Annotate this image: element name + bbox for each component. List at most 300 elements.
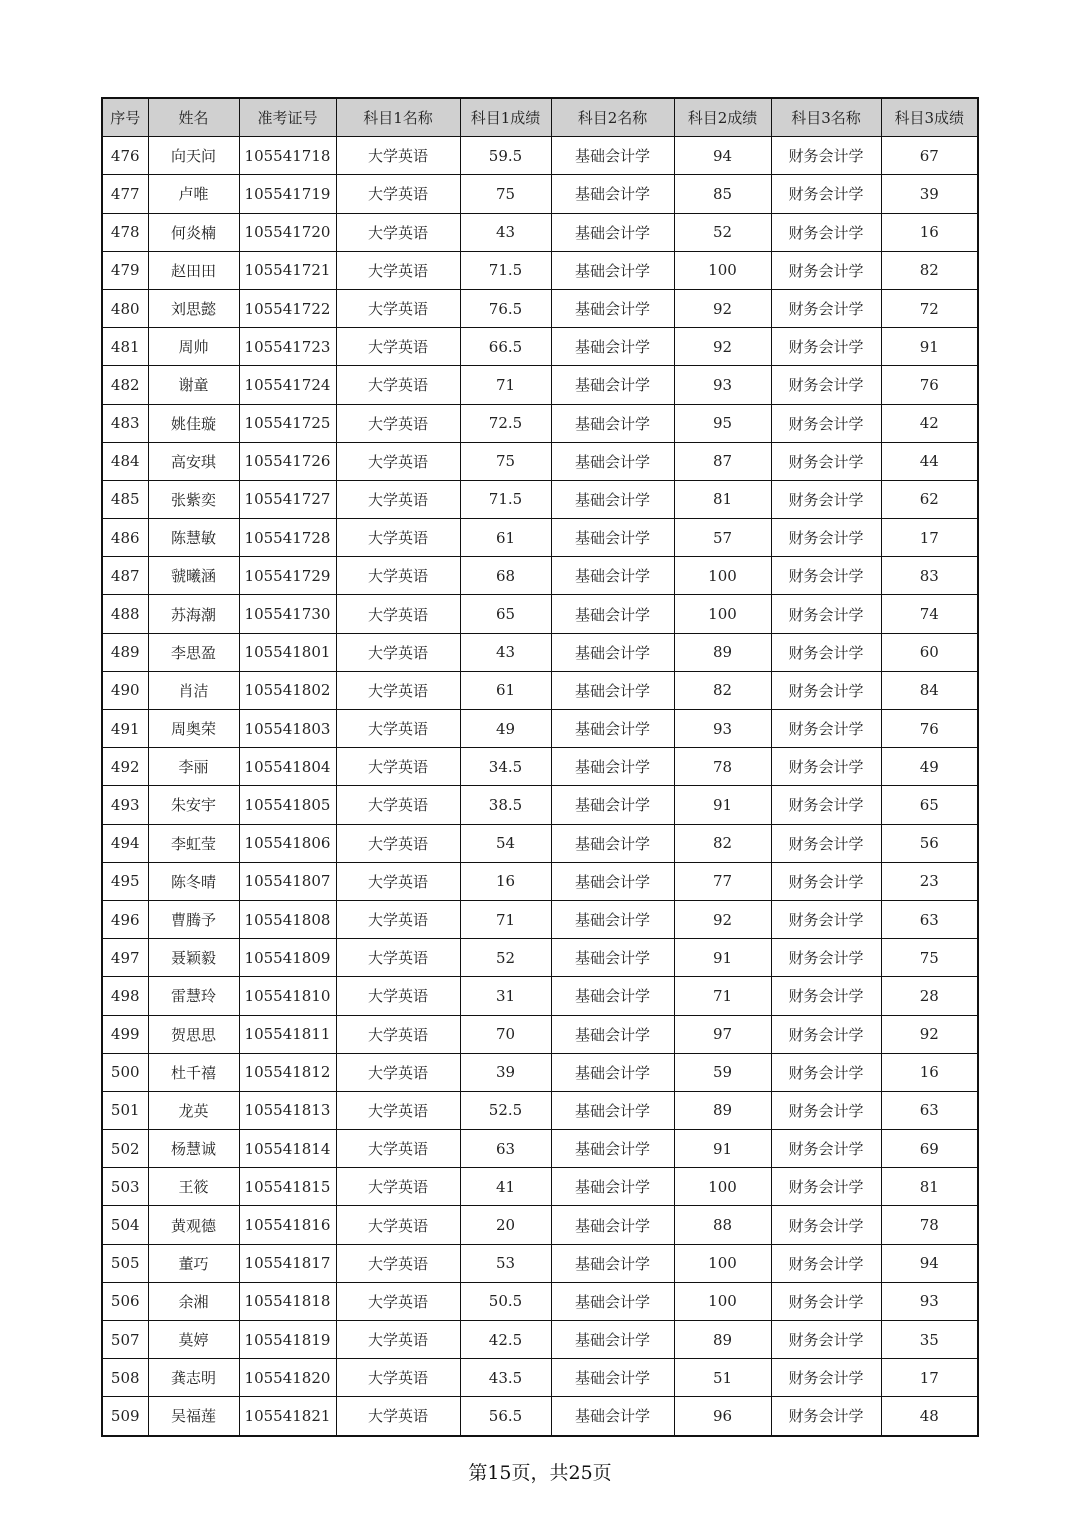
col-subject3-score-cell: 63 (881, 900, 978, 938)
col-subject3-name-cell: 财务会计学 (771, 404, 881, 442)
col-subject1-name-cell: 大学英语 (336, 289, 460, 327)
col-subject2-name-cell: 基础会计学 (551, 786, 674, 824)
col-subject1-score-cell: 59.5 (460, 137, 551, 175)
col-subject1-name-cell: 大学英语 (336, 1015, 460, 1053)
col-subject2-score-cell: 51 (674, 1359, 771, 1397)
col-index-cell: 500 (102, 1053, 148, 1091)
col-subject1-name-cell: 大学英语 (336, 175, 460, 213)
col-subject3-name-cell: 财务会计学 (771, 137, 881, 175)
col-exam-id-cell: 105541802 (239, 671, 336, 709)
col-subject2-name-cell: 基础会计学 (551, 939, 674, 977)
col-name-cell: 李虹莹 (148, 824, 239, 862)
table-row (102, 1053, 978, 1091)
col-subject3-score-cell: 82 (881, 251, 978, 289)
table-header (102, 98, 978, 137)
col-name-cell: 朱安宇 (148, 786, 239, 824)
col-subject1-score-cell: 63 (460, 1130, 551, 1168)
col-subject3-name-cell: 财务会计学 (771, 1168, 881, 1206)
col-subject1-name-cell: 大学英语 (336, 1282, 460, 1320)
col-subject3-name-cell: 财务会计学 (771, 328, 881, 366)
col-subject1-score-cell: 76.5 (460, 289, 551, 327)
col-subject2-name-header: 科目2名称 (551, 98, 674, 137)
col-subject2-score-cell: 85 (674, 175, 771, 213)
table-row (102, 710, 978, 748)
col-subject2-name-cell: 基础会计学 (551, 671, 674, 709)
col-subject1-score-cell: 70 (460, 1015, 551, 1053)
col-subject1-name-cell: 大学英语 (336, 710, 460, 748)
table-row (102, 480, 978, 518)
col-subject3-score-cell: 17 (881, 1359, 978, 1397)
col-name-cell: 李丽 (148, 748, 239, 786)
col-subject2-score-cell: 100 (674, 1282, 771, 1320)
col-index-cell: 492 (102, 748, 148, 786)
table-row (102, 328, 978, 366)
col-index-cell: 497 (102, 939, 148, 977)
col-exam-id-cell: 105541801 (239, 633, 336, 671)
col-subject3-name-cell: 财务会计学 (771, 710, 881, 748)
col-index-cell: 502 (102, 1130, 148, 1168)
col-subject1-score-cell: 42.5 (460, 1321, 551, 1359)
col-subject2-score-cell: 78 (674, 748, 771, 786)
col-subject3-name-cell: 财务会计学 (771, 442, 881, 480)
col-subject3-name-cell: 财务会计学 (771, 671, 881, 709)
col-subject2-score-cell: 82 (674, 824, 771, 862)
col-subject1-name-cell: 大学英语 (336, 748, 460, 786)
table-row (102, 939, 978, 977)
table-row (102, 595, 978, 633)
col-subject2-score-cell: 89 (674, 1321, 771, 1359)
col-subject2-score-cell: 100 (674, 557, 771, 595)
col-name-cell: 莫婷 (148, 1321, 239, 1359)
col-subject3-name-cell: 财务会计学 (771, 595, 881, 633)
col-name-cell: 杨慧诚 (148, 1130, 239, 1168)
col-name-cell: 龙英 (148, 1091, 239, 1129)
col-subject3-name-cell: 财务会计学 (771, 366, 881, 404)
page-number: 第15页，共25页 (468, 1462, 612, 1484)
col-exam-id-cell: 105541808 (239, 900, 336, 938)
col-exam-id-cell: 105541730 (239, 595, 336, 633)
col-index-cell: 476 (102, 137, 148, 175)
col-subject1-score-cell: 43.5 (460, 1359, 551, 1397)
col-exam-id-cell: 105541721 (239, 251, 336, 289)
col-subject3-name-cell: 财务会计学 (771, 1091, 881, 1129)
col-name-cell: 姚佳璇 (148, 404, 239, 442)
col-subject3-name-cell: 财务会计学 (771, 1206, 881, 1244)
col-subject3-score-cell: 74 (881, 595, 978, 633)
col-index-cell: 498 (102, 977, 148, 1015)
col-subject3-score-cell: 62 (881, 480, 978, 518)
col-subject3-name-cell: 财务会计学 (771, 519, 881, 557)
col-subject2-name-cell: 基础会计学 (551, 595, 674, 633)
col-subject3-name-cell: 财务会计学 (771, 1282, 881, 1320)
col-subject1-score-cell: 20 (460, 1206, 551, 1244)
col-subject2-name-cell: 基础会计学 (551, 1168, 674, 1206)
col-subject2-score-cell: 93 (674, 710, 771, 748)
col-subject3-name-cell: 财务会计学 (771, 1015, 881, 1053)
col-subject1-name-cell: 大学英语 (336, 1091, 460, 1129)
col-subject1-score-header: 科目1成绩 (460, 98, 551, 137)
col-subject1-name-cell: 大学英语 (336, 328, 460, 366)
col-subject2-score-cell: 92 (674, 900, 771, 938)
col-index-cell: 477 (102, 175, 148, 213)
col-subject1-score-cell: 31 (460, 977, 551, 1015)
table-row (102, 557, 978, 595)
table-row (102, 366, 978, 404)
col-name-cell: 贺思思 (148, 1015, 239, 1053)
col-exam-id-cell: 105541817 (239, 1244, 336, 1282)
col-subject3-name-cell: 财务会计学 (771, 213, 881, 251)
col-subject1-name-cell: 大学英语 (336, 251, 460, 289)
col-subject2-score-cell: 91 (674, 1130, 771, 1168)
col-subject2-name-cell: 基础会计学 (551, 366, 674, 404)
table-row (102, 786, 978, 824)
col-index-cell: 478 (102, 213, 148, 251)
col-subject3-score-cell: 75 (881, 939, 978, 977)
table-row (102, 442, 978, 480)
col-name-cell: 周帅 (148, 328, 239, 366)
col-subject3-score-cell: 76 (881, 710, 978, 748)
col-subject3-name-cell: 财务会计学 (771, 175, 881, 213)
col-subject1-score-cell: 71 (460, 900, 551, 938)
col-subject1-name-cell: 大学英语 (336, 633, 460, 671)
col-subject1-score-cell: 61 (460, 519, 551, 557)
col-subject3-score-cell: 48 (881, 1397, 978, 1436)
col-exam-id-cell: 105541722 (239, 289, 336, 327)
col-subject2-score-cell: 100 (674, 1244, 771, 1282)
table-row (102, 289, 978, 327)
col-index-cell: 494 (102, 824, 148, 862)
col-name-cell: 张紫奕 (148, 480, 239, 518)
col-subject1-score-cell: 39 (460, 1053, 551, 1091)
col-subject1-name-cell: 大学英语 (336, 1359, 460, 1397)
col-subject2-name-cell: 基础会计学 (551, 1282, 674, 1320)
col-subject3-score-cell: 28 (881, 977, 978, 1015)
col-subject3-score-cell: 44 (881, 442, 978, 480)
col-subject2-score-cell: 77 (674, 862, 771, 900)
col-subject2-score-cell: 89 (674, 633, 771, 671)
col-subject1-score-cell: 38.5 (460, 786, 551, 824)
col-index-cell: 504 (102, 1206, 148, 1244)
col-subject2-name-cell: 基础会计学 (551, 213, 674, 251)
col-subject2-score-cell: 100 (674, 595, 771, 633)
col-subject2-score-cell: 93 (674, 366, 771, 404)
col-name-header: 姓名 (148, 98, 239, 137)
col-subject2-name-cell: 基础会计学 (551, 480, 674, 518)
col-name-cell: 王筱 (148, 1168, 239, 1206)
col-index-cell: 503 (102, 1168, 148, 1206)
col-subject3-score-cell: 49 (881, 748, 978, 786)
col-subject1-name-cell: 大学英语 (336, 595, 460, 633)
col-subject1-score-cell: 49 (460, 710, 551, 748)
col-subject1-score-cell: 65 (460, 595, 551, 633)
col-subject2-score-cell: 94 (674, 137, 771, 175)
col-exam-id-cell: 105541821 (239, 1397, 336, 1436)
col-index-cell: 484 (102, 442, 148, 480)
table-row (102, 404, 978, 442)
col-subject3-name-cell: 财务会计学 (771, 786, 881, 824)
col-subject2-score-cell: 91 (674, 786, 771, 824)
col-subject1-score-cell: 61 (460, 671, 551, 709)
col-subject2-name-cell: 基础会计学 (551, 442, 674, 480)
col-subject2-score-cell: 88 (674, 1206, 771, 1244)
col-exam-id-cell: 105541807 (239, 862, 336, 900)
col-subject1-score-cell: 68 (460, 557, 551, 595)
col-subject2-name-cell: 基础会计学 (551, 1091, 674, 1129)
col-name-cell: 杜千禧 (148, 1053, 239, 1091)
col-index-cell: 487 (102, 557, 148, 595)
col-subject3-score-cell: 76 (881, 366, 978, 404)
col-subject2-score-header: 科目2成绩 (674, 98, 771, 137)
col-exam-id-cell: 105541815 (239, 1168, 336, 1206)
col-exam-id-cell: 105541720 (239, 213, 336, 251)
col-exam-id-cell: 105541725 (239, 404, 336, 442)
col-subject3-score-cell: 17 (881, 519, 978, 557)
col-subject1-name-cell: 大学英语 (336, 862, 460, 900)
col-subject2-score-cell: 92 (674, 289, 771, 327)
col-subject1-name-header: 科目1名称 (336, 98, 460, 137)
col-subject2-name-cell: 基础会计学 (551, 404, 674, 442)
col-name-cell: 何炎楠 (148, 213, 239, 251)
table-row (102, 1321, 978, 1359)
col-name-cell: 虢曦涵 (148, 557, 239, 595)
col-name-cell: 聂颖毅 (148, 939, 239, 977)
col-subject1-score-cell: 56.5 (460, 1397, 551, 1436)
col-name-cell: 吴福莲 (148, 1397, 239, 1436)
col-index-cell: 479 (102, 251, 148, 289)
table-row (102, 1091, 978, 1129)
col-index-cell: 509 (102, 1397, 148, 1436)
col-subject1-score-cell: 43 (460, 213, 551, 251)
col-exam-id-header: 准考证号 (239, 98, 336, 137)
col-name-cell: 刘思懿 (148, 289, 239, 327)
col-subject1-name-cell: 大学英语 (336, 671, 460, 709)
col-exam-id-cell: 105541809 (239, 939, 336, 977)
col-subject1-name-cell: 大学英语 (336, 824, 460, 862)
table-row (102, 213, 978, 251)
col-subject3-name-cell: 财务会计学 (771, 1321, 881, 1359)
col-subject1-score-cell: 41 (460, 1168, 551, 1206)
col-exam-id-cell: 105541719 (239, 175, 336, 213)
table-row (102, 251, 978, 289)
col-exam-id-cell: 105541819 (239, 1321, 336, 1359)
col-subject2-name-cell: 基础会计学 (551, 1053, 674, 1091)
col-subject1-name-cell: 大学英语 (336, 480, 460, 518)
col-index-cell: 496 (102, 900, 148, 938)
header-row (102, 98, 978, 137)
col-subject3-score-cell: 35 (881, 1321, 978, 1359)
table-row (102, 1206, 978, 1244)
col-index-cell: 507 (102, 1321, 148, 1359)
table-row (102, 824, 978, 862)
col-exam-id-cell: 105541806 (239, 824, 336, 862)
col-index-cell: 499 (102, 1015, 148, 1053)
col-subject2-name-cell: 基础会计学 (551, 862, 674, 900)
col-subject3-score-cell: 84 (881, 671, 978, 709)
table-row (102, 977, 978, 1015)
col-subject2-name-cell: 基础会计学 (551, 1359, 674, 1397)
col-subject1-name-cell: 大学英语 (336, 1130, 460, 1168)
col-subject1-score-cell: 52.5 (460, 1091, 551, 1129)
col-exam-id-cell: 105541718 (239, 137, 336, 175)
col-exam-id-cell: 105541803 (239, 710, 336, 748)
col-subject3-name-cell: 财务会计学 (771, 1244, 881, 1282)
col-subject1-score-cell: 71.5 (460, 480, 551, 518)
col-subject2-score-cell: 59 (674, 1053, 771, 1091)
col-name-cell: 赵田田 (148, 251, 239, 289)
col-exam-id-cell: 105541729 (239, 557, 336, 595)
col-exam-id-cell: 105541724 (239, 366, 336, 404)
col-subject1-score-cell: 16 (460, 862, 551, 900)
col-subject3-score-cell: 56 (881, 824, 978, 862)
col-subject1-name-cell: 大学英语 (336, 137, 460, 175)
col-subject3-score-cell: 83 (881, 557, 978, 595)
col-subject2-name-cell: 基础会计学 (551, 251, 674, 289)
col-subject3-name-cell: 财务会计学 (771, 480, 881, 518)
col-exam-id-cell: 105541805 (239, 786, 336, 824)
col-subject3-score-cell: 78 (881, 1206, 978, 1244)
col-subject2-score-cell: 52 (674, 213, 771, 251)
col-subject2-name-cell: 基础会计学 (551, 328, 674, 366)
col-subject2-name-cell: 基础会计学 (551, 748, 674, 786)
col-subject1-score-cell: 34.5 (460, 748, 551, 786)
col-subject3-name-cell: 财务会计学 (771, 900, 881, 938)
col-subject3-name-header: 科目3名称 (771, 98, 881, 137)
table-row (102, 1282, 978, 1320)
col-exam-id-cell: 105541723 (239, 328, 336, 366)
col-exam-id-cell: 105541727 (239, 480, 336, 518)
col-index-cell: 493 (102, 786, 148, 824)
col-exam-id-cell: 105541811 (239, 1015, 336, 1053)
col-subject3-score-cell: 23 (881, 862, 978, 900)
col-subject2-name-cell: 基础会计学 (551, 977, 674, 1015)
col-subject2-name-cell: 基础会计学 (551, 175, 674, 213)
col-subject1-score-cell: 72.5 (460, 404, 551, 442)
col-subject1-score-cell: 50.5 (460, 1282, 551, 1320)
col-name-cell: 向天问 (148, 137, 239, 175)
col-subject3-score-cell: 65 (881, 786, 978, 824)
col-subject1-name-cell: 大学英语 (336, 1397, 460, 1436)
col-subject3-name-cell: 财务会计学 (771, 748, 881, 786)
col-subject3-score-cell: 63 (881, 1091, 978, 1129)
table-row (102, 1015, 978, 1053)
col-exam-id-cell: 105541812 (239, 1053, 336, 1091)
table-row (102, 1244, 978, 1282)
table-body (102, 137, 978, 1436)
col-subject1-name-cell: 大学英语 (336, 442, 460, 480)
col-index-header: 序号 (102, 98, 148, 137)
col-subject1-name-cell: 大学英语 (336, 977, 460, 1015)
col-name-cell: 黄观德 (148, 1206, 239, 1244)
score-table (101, 97, 979, 1437)
col-subject2-name-cell: 基础会计学 (551, 519, 674, 557)
col-subject1-name-cell: 大学英语 (336, 1206, 460, 1244)
col-index-cell: 481 (102, 328, 148, 366)
col-index-cell: 501 (102, 1091, 148, 1129)
col-index-cell: 480 (102, 289, 148, 327)
col-subject2-score-cell: 91 (674, 939, 771, 977)
col-subject1-name-cell: 大学英语 (336, 213, 460, 251)
col-subject2-score-cell: 87 (674, 442, 771, 480)
col-subject1-name-cell: 大学英语 (336, 1168, 460, 1206)
col-subject2-name-cell: 基础会计学 (551, 137, 674, 175)
col-exam-id-cell: 105541810 (239, 977, 336, 1015)
col-subject1-score-cell: 75 (460, 442, 551, 480)
col-subject3-score-cell: 60 (881, 633, 978, 671)
col-subject2-name-cell: 基础会计学 (551, 1321, 674, 1359)
col-subject1-name-cell: 大学英语 (336, 1321, 460, 1359)
table-row (102, 633, 978, 671)
col-subject1-name-cell: 大学英语 (336, 939, 460, 977)
col-index-cell: 482 (102, 366, 148, 404)
col-subject2-score-cell: 92 (674, 328, 771, 366)
col-subject3-score-cell: 16 (881, 213, 978, 251)
col-index-cell: 488 (102, 595, 148, 633)
col-subject2-name-cell: 基础会计学 (551, 289, 674, 327)
col-subject1-name-cell: 大学英语 (336, 1053, 460, 1091)
col-subject1-score-cell: 71 (460, 366, 551, 404)
table-row (102, 519, 978, 557)
col-subject3-name-cell: 财务会计学 (771, 557, 881, 595)
col-subject3-name-cell: 财务会计学 (771, 251, 881, 289)
col-subject2-score-cell: 89 (674, 1091, 771, 1129)
col-exam-id-cell: 105541818 (239, 1282, 336, 1320)
col-index-cell: 490 (102, 671, 148, 709)
col-subject2-score-cell: 96 (674, 1397, 771, 1436)
col-subject3-score-header: 科目3成绩 (881, 98, 978, 137)
col-subject2-score-cell: 57 (674, 519, 771, 557)
col-exam-id-cell: 105541728 (239, 519, 336, 557)
col-subject1-score-cell: 54 (460, 824, 551, 862)
col-subject1-score-cell: 52 (460, 939, 551, 977)
col-index-cell: 505 (102, 1244, 148, 1282)
col-subject2-name-cell: 基础会计学 (551, 633, 674, 671)
col-exam-id-cell: 105541814 (239, 1130, 336, 1168)
col-subject3-score-cell: 39 (881, 175, 978, 213)
col-index-cell: 489 (102, 633, 148, 671)
col-subject2-name-cell: 基础会计学 (551, 824, 674, 862)
col-subject2-score-cell: 82 (674, 671, 771, 709)
col-subject3-score-cell: 42 (881, 404, 978, 442)
col-subject2-name-cell: 基础会计学 (551, 900, 674, 938)
col-index-cell: 491 (102, 710, 148, 748)
col-name-cell: 苏海潮 (148, 595, 239, 633)
col-subject2-score-cell: 100 (674, 1168, 771, 1206)
col-name-cell: 龚志明 (148, 1359, 239, 1397)
col-subject2-name-cell: 基础会计学 (551, 1244, 674, 1282)
col-subject1-score-cell: 66.5 (460, 328, 551, 366)
col-subject2-name-cell: 基础会计学 (551, 557, 674, 595)
col-name-cell: 肖洁 (148, 671, 239, 709)
col-name-cell: 余湘 (148, 1282, 239, 1320)
col-subject1-name-cell: 大学英语 (336, 786, 460, 824)
col-name-cell: 陈冬晴 (148, 862, 239, 900)
table-row (102, 671, 978, 709)
col-subject1-name-cell: 大学英语 (336, 900, 460, 938)
col-name-cell: 陈慧敏 (148, 519, 239, 557)
col-subject2-score-cell: 71 (674, 977, 771, 1015)
col-subject3-name-cell: 财务会计学 (771, 1130, 881, 1168)
col-name-cell: 高安琪 (148, 442, 239, 480)
col-subject3-name-cell: 财务会计学 (771, 977, 881, 1015)
col-subject3-score-cell: 93 (881, 1282, 978, 1320)
col-name-cell: 谢童 (148, 366, 239, 404)
col-subject3-name-cell: 财务会计学 (771, 1359, 881, 1397)
col-subject1-name-cell: 大学英语 (336, 404, 460, 442)
col-subject3-name-cell: 财务会计学 (771, 862, 881, 900)
col-subject1-score-cell: 71.5 (460, 251, 551, 289)
col-subject3-score-cell: 91 (881, 328, 978, 366)
col-index-cell: 486 (102, 519, 148, 557)
